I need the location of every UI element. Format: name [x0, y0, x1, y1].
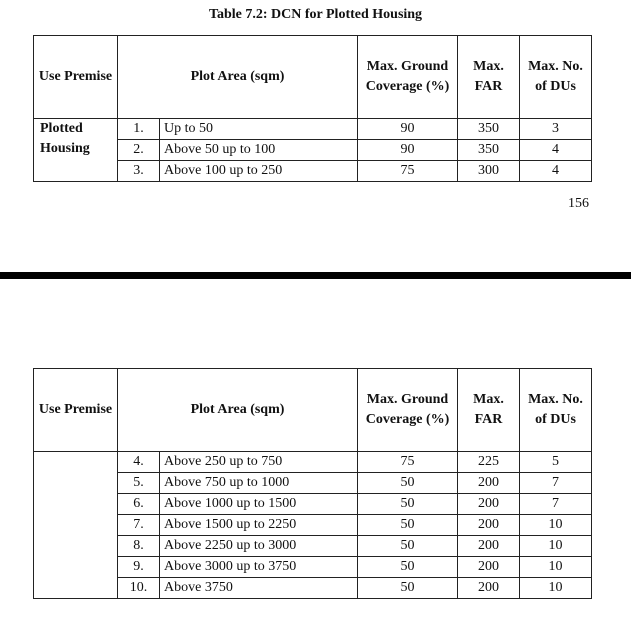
header-use-premise: Use Premise — [34, 369, 118, 452]
table-row — [34, 494, 592, 515]
table-row — [34, 578, 592, 599]
far-cell: 200 — [458, 536, 520, 557]
coverage-cell: 50 — [358, 536, 458, 557]
table-row — [34, 557, 592, 578]
dus-cell: 7 — [520, 494, 592, 515]
header-plot-area: Plot Area (sqm) — [118, 36, 358, 119]
row-number: 3. — [118, 161, 160, 182]
header-far: Max. FAR — [458, 36, 520, 119]
dcn-table-top — [33, 35, 592, 182]
use-premise-cell: Plotted Housing — [34, 119, 118, 182]
plot-area-cell: Above 3750 — [160, 578, 358, 599]
header-far: Max. FAR — [458, 369, 520, 452]
plot-area-cell: Above 100 up to 250 — [160, 161, 358, 182]
table-row — [34, 161, 592, 182]
row-number: 1. — [118, 119, 160, 140]
header-dus: Max. No. of DUs — [520, 369, 592, 452]
plot-area-cell: Above 3000 up to 3750 — [160, 557, 358, 578]
far-cell: 200 — [458, 473, 520, 494]
dus-cell: 4 — [520, 140, 592, 161]
far-cell: 350 — [458, 140, 520, 161]
row-number: 5. — [118, 473, 160, 494]
header-use-premise: Use Premise — [34, 36, 118, 119]
header-coverage: Max. Ground Coverage (%) — [358, 369, 458, 452]
table-row — [34, 119, 592, 140]
table-title: Table 7.2: DCN for Plotted Housing — [208, 7, 423, 22]
plot-area-cell: Above 750 up to 1000 — [160, 473, 358, 494]
table-row — [34, 536, 592, 557]
page-number: 156 — [568, 196, 589, 211]
coverage-cell: 90 — [358, 140, 458, 161]
table-row — [34, 452, 592, 473]
coverage-cell: 75 — [358, 452, 458, 473]
header-dus: Max. No. of DUs — [520, 36, 592, 119]
row-number: 6. — [118, 494, 160, 515]
dus-cell: 10 — [520, 578, 592, 599]
row-number: 10. — [118, 578, 160, 599]
dus-cell: 7 — [520, 473, 592, 494]
use-premise-cell — [34, 452, 118, 599]
far-cell: 300 — [458, 161, 520, 182]
dus-cell: 10 — [520, 536, 592, 557]
dcn-table-bottom — [33, 368, 592, 599]
row-number: 7. — [118, 515, 160, 536]
far-cell: 200 — [458, 557, 520, 578]
coverage-cell: 50 — [358, 578, 458, 599]
dus-cell: 5 — [520, 452, 592, 473]
plot-area-cell: Above 1500 up to 2250 — [160, 515, 358, 536]
row-number: 2. — [118, 140, 160, 161]
table-row — [34, 515, 592, 536]
header-plot-area: Plot Area (sqm) — [118, 369, 358, 452]
coverage-cell: 75 — [358, 161, 458, 182]
dus-cell: 10 — [520, 515, 592, 536]
row-number: 4. — [118, 452, 160, 473]
plot-area-cell: Above 1000 up to 1500 — [160, 494, 358, 515]
dus-cell: 10 — [520, 557, 592, 578]
coverage-cell: 50 — [358, 557, 458, 578]
coverage-cell: 50 — [358, 473, 458, 494]
coverage-cell: 90 — [358, 119, 458, 140]
plot-area-cell: Above 2250 up to 3000 — [160, 536, 358, 557]
header-coverage: Max. Ground Coverage (%) — [358, 36, 458, 119]
dus-cell: 4 — [520, 161, 592, 182]
coverage-cell: 50 — [358, 494, 458, 515]
table-row — [34, 140, 592, 161]
far-cell: 200 — [458, 494, 520, 515]
page-divider — [0, 272, 631, 279]
header-row — [34, 36, 592, 119]
plot-area-cell: Above 250 up to 750 — [160, 452, 358, 473]
header-row — [34, 369, 592, 452]
coverage-cell: 50 — [358, 515, 458, 536]
dus-cell: 3 — [520, 119, 592, 140]
far-cell: 200 — [458, 515, 520, 536]
row-number: 8. — [118, 536, 160, 557]
plot-area-cell: Up to 50 — [160, 119, 358, 140]
plot-area-cell: Above 50 up to 100 — [160, 140, 358, 161]
far-cell: 350 — [458, 119, 520, 140]
far-cell: 200 — [458, 578, 520, 599]
row-number: 9. — [118, 557, 160, 578]
table-row — [34, 473, 592, 494]
far-cell: 225 — [458, 452, 520, 473]
